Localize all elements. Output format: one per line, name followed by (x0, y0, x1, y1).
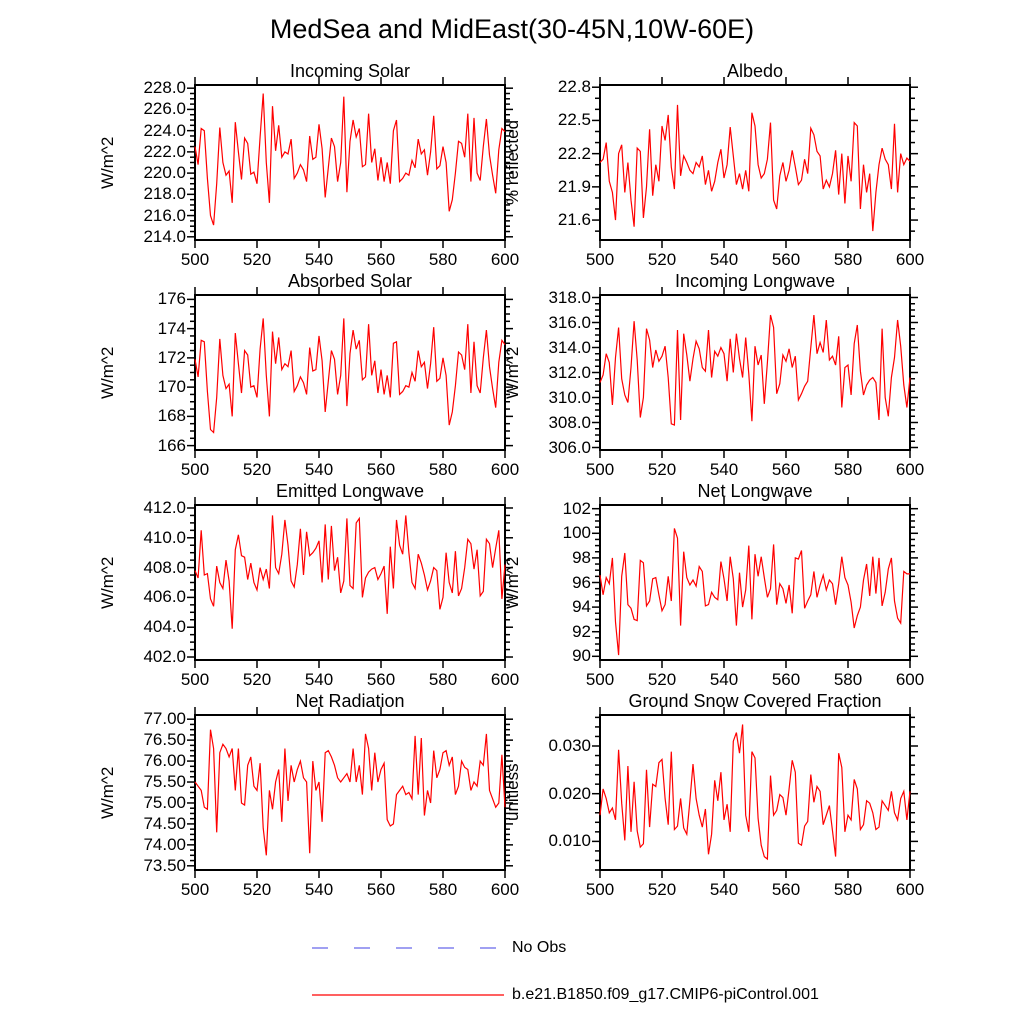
y-tick-label: 75.00 (143, 792, 186, 812)
y-tick-label: 98 (572, 547, 591, 567)
y-tick-label: 76.50 (143, 730, 186, 750)
panel-absorbed-solar (58, 268, 520, 480)
y-axis-label: % reflected (503, 119, 522, 206)
plot-canvas (58, 58, 510, 270)
panel-incoming-longwave (463, 268, 925, 480)
x-tick-label: 560 (771, 460, 801, 479)
y-tick-label: 226.0 (143, 99, 186, 119)
y-tick-label: 316.0 (548, 312, 591, 332)
x-tick-label: 540 (709, 250, 739, 269)
y-tick-label: 21.6 (557, 210, 591, 230)
series-line (600, 315, 910, 425)
y-tick-label: 22.2 (557, 143, 591, 163)
y-tick-label: 77.00 (143, 709, 186, 729)
x-tick-label: 520 (242, 880, 272, 899)
y-tick-label: 90 (572, 646, 591, 666)
x-tick-label: 560 (771, 670, 801, 689)
panel-title: Incoming Solar (289, 61, 411, 81)
x-tick-label: 520 (242, 460, 272, 479)
plot-frame (195, 295, 505, 450)
x-tick-label: 560 (366, 460, 396, 479)
y-axis-label: W/m^2 (503, 346, 522, 399)
x-tick-label: 540 (304, 250, 334, 269)
x-tick-label: 580 (833, 880, 863, 899)
panel-title: Albedo (726, 61, 784, 81)
x-tick-label: 580 (428, 460, 458, 479)
panel-title: Emitted Longwave (275, 481, 425, 501)
panel-net-longwave (463, 478, 925, 690)
y-tick-label: 170 (157, 377, 186, 397)
panel-title: Net Longwave (697, 481, 813, 501)
y-tick-label: 218.0 (143, 184, 186, 204)
x-tick-label: 540 (709, 880, 739, 899)
panel-title: Ground Snow Covered Fraction (628, 691, 882, 711)
y-tick-label: 408.0 (143, 557, 186, 577)
series-line (195, 730, 505, 856)
legend-no-obs-line (310, 941, 506, 955)
x-tick-label: 540 (304, 880, 334, 899)
y-tick-label: 92 (572, 621, 591, 641)
y-tick-label: 308.0 (548, 412, 591, 432)
y-tick-label: 76.00 (143, 751, 186, 771)
x-tick-label: 500 (180, 250, 210, 269)
x-tick-label: 600 (895, 460, 925, 479)
x-tick-label: 600 (490, 250, 520, 269)
plot-canvas (463, 58, 915, 270)
plot-canvas (58, 268, 510, 480)
x-tick-label: 560 (366, 670, 396, 689)
x-tick-label: 580 (833, 460, 863, 479)
x-tick-label: 500 (585, 670, 615, 689)
y-tick-label: 318.0 (548, 287, 591, 307)
y-tick-label: 306.0 (548, 437, 591, 457)
y-tick-label: 216.0 (143, 205, 186, 225)
y-tick-label: 174 (157, 318, 186, 338)
x-tick-label: 520 (242, 670, 272, 689)
y-axis-label: W/m^2 (98, 766, 117, 819)
x-tick-label: 600 (490, 670, 520, 689)
legend-no-obs-label: No Obs (512, 939, 567, 956)
y-tick-label: 172 (157, 347, 186, 367)
plot-frame (195, 85, 505, 240)
y-tick-label: 312.0 (548, 362, 591, 382)
x-tick-label: 560 (366, 250, 396, 269)
x-tick-label: 500 (180, 460, 210, 479)
x-tick-label: 600 (895, 880, 925, 899)
x-tick-label: 500 (585, 880, 615, 899)
y-tick-label: 96 (572, 572, 591, 592)
y-tick-label: 22.8 (557, 77, 591, 97)
x-tick-label: 500 (180, 670, 210, 689)
x-tick-label: 580 (428, 670, 458, 689)
x-tick-label: 520 (647, 460, 677, 479)
x-tick-label: 580 (833, 250, 863, 269)
y-tick-label: 228.0 (143, 78, 186, 98)
series-line (600, 528, 910, 655)
x-tick-label: 500 (585, 250, 615, 269)
x-tick-label: 520 (647, 250, 677, 269)
y-tick-label: 74.00 (143, 834, 186, 854)
y-tick-label: 168 (157, 406, 186, 426)
panel-title: Absorbed Solar (287, 271, 413, 291)
y-tick-label: 406.0 (143, 587, 186, 607)
x-tick-label: 580 (428, 880, 458, 899)
y-tick-label: 214.0 (143, 226, 186, 246)
series-line (600, 725, 910, 860)
y-tick-label: 224.0 (143, 120, 186, 140)
y-tick-label: 412.0 (143, 497, 186, 517)
x-tick-label: 540 (709, 460, 739, 479)
series-line (600, 105, 910, 231)
series-line (195, 318, 505, 432)
panel-title: Incoming Longwave (674, 271, 836, 291)
x-tick-label: 580 (833, 670, 863, 689)
x-tick-label: 560 (771, 250, 801, 269)
plot-canvas (58, 688, 510, 900)
x-tick-label: 520 (647, 670, 677, 689)
plot-frame (600, 85, 910, 240)
y-tick-label: 100 (562, 523, 591, 543)
panel-title: Net Radiation (295, 691, 405, 711)
y-axis-label: W/m^2 (98, 136, 117, 189)
y-axis-label: unitless (503, 763, 522, 822)
x-tick-label: 500 (180, 880, 210, 899)
y-tick-label: 314.0 (548, 337, 591, 357)
y-tick-label: 404.0 (143, 617, 186, 637)
y-tick-label: 94 (572, 597, 591, 617)
y-tick-label: 73.50 (143, 855, 186, 875)
x-tick-label: 600 (895, 250, 925, 269)
x-tick-label: 500 (585, 460, 615, 479)
y-tick-label: 75.50 (143, 772, 186, 792)
y-axis-label: W/m^2 (98, 346, 117, 399)
y-tick-label: 220.0 (143, 163, 186, 183)
x-tick-label: 540 (304, 460, 334, 479)
panel-snow-fraction (463, 688, 925, 900)
y-axis-label: W/m^2 (503, 556, 522, 609)
series-line (195, 94, 505, 226)
plot-frame (600, 715, 910, 870)
x-tick-label: 600 (490, 460, 520, 479)
x-tick-label: 580 (428, 250, 458, 269)
y-tick-label: 0.010 (548, 831, 591, 851)
y-tick-label: 102 (562, 498, 591, 518)
plot-frame (600, 295, 910, 450)
x-tick-label: 520 (242, 250, 272, 269)
y-tick-label: 410.0 (143, 527, 186, 547)
panel-emitted-longwave (58, 478, 520, 690)
y-tick-label: 0.030 (548, 736, 591, 755)
y-tick-label: 310.0 (548, 387, 591, 407)
x-tick-label: 540 (304, 670, 334, 689)
y-tick-label: 21.9 (557, 176, 591, 196)
x-tick-label: 560 (771, 880, 801, 899)
y-tick-label: 22.5 (557, 110, 591, 130)
x-tick-label: 520 (647, 880, 677, 899)
y-tick-label: 74.50 (143, 813, 186, 833)
plot-canvas (463, 268, 915, 480)
y-tick-label: 0.020 (548, 783, 591, 803)
main-title: MedSea and MidEast(30-45N,10W-60E) (269, 14, 755, 44)
x-tick-label: 560 (366, 880, 396, 899)
x-tick-label: 540 (709, 670, 739, 689)
y-tick-label: 176 (157, 289, 186, 309)
y-tick-label: 402.0 (143, 647, 186, 667)
x-tick-label: 600 (895, 670, 925, 689)
series-line (195, 515, 505, 628)
y-tick-label: 222.0 (143, 141, 186, 161)
panel-albedo (463, 58, 925, 270)
y-tick-label: 166 (157, 435, 186, 455)
plot-canvas (463, 688, 915, 900)
plot-canvas (463, 478, 915, 690)
legend-model-line (310, 988, 506, 1002)
x-tick-label: 600 (490, 880, 520, 899)
plot-canvas (58, 478, 510, 690)
legend-model-label: b.e21.B1850.f09_g17.CMIP6-piControl.001 (512, 986, 819, 1003)
y-axis-label: W/m^2 (98, 556, 117, 609)
